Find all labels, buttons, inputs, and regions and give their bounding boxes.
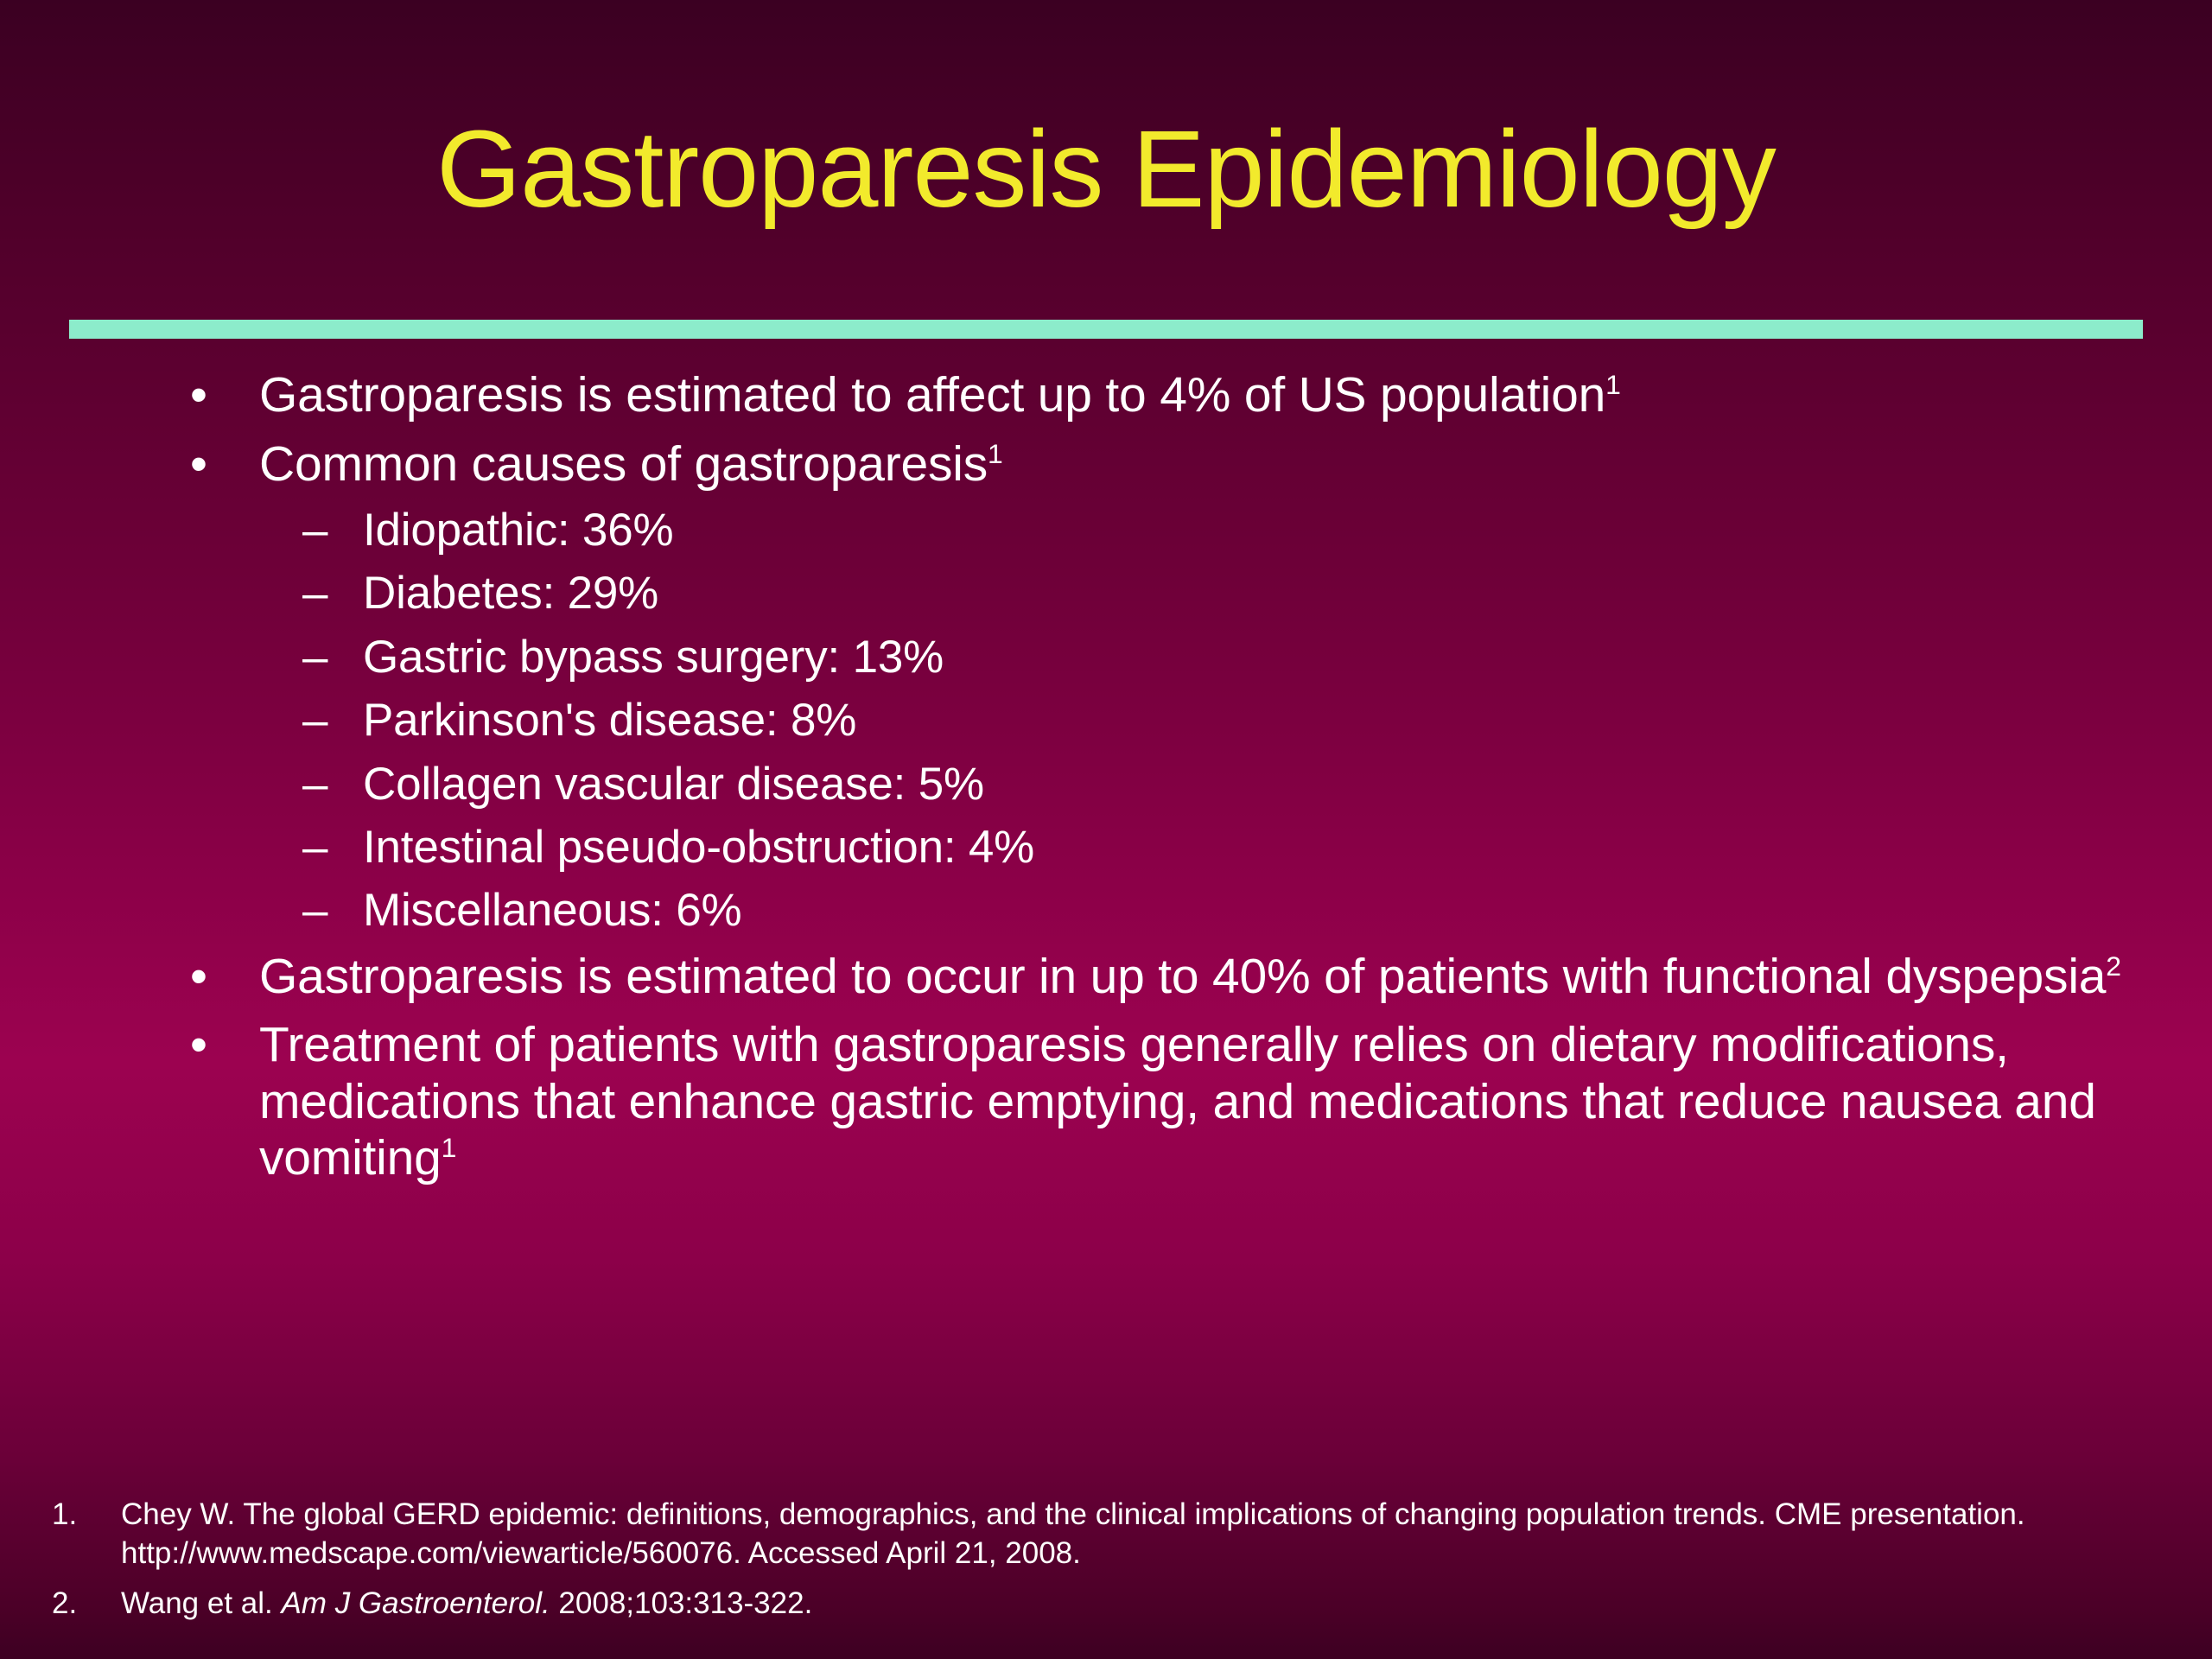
bullet-marker: •	[190, 367, 207, 423]
list-item-text: Gastroparesis is estimated to affect up to 4% of US population	[259, 367, 1606, 423]
dash-marker: –	[302, 568, 328, 620]
sub-list-item	[164, 632, 2143, 683]
footnote-ref: 1	[1605, 369, 1621, 400]
references	[43, 1495, 2169, 1634]
reference-text: Chey W. The global GERD epidemic: definitions, demographics, and the clinical implications of changing population trends. CME presentation. http://www.medscape.com/viewarticle/560076. Accessed April 21, 2008.	[121, 1497, 2025, 1570]
list-item	[164, 949, 2143, 1006]
footnote-ref: 1	[441, 1132, 457, 1164]
sub-list-item	[164, 568, 2143, 619]
footnote-ref: 2	[2106, 950, 2121, 982]
sub-list-item	[164, 885, 2143, 936]
dash-marker: –	[302, 821, 328, 873]
list-item-text: Common causes of gastroparesis	[259, 435, 988, 492]
reference-item	[43, 1584, 2169, 1624]
reference-text-post: 2008;103:313-322.	[550, 1586, 813, 1620]
bullet-marker: •	[190, 948, 207, 1004]
dash-marker: –	[302, 885, 328, 937]
reference-text: Wang et al.	[121, 1586, 282, 1620]
footnote-ref: 1	[988, 437, 1003, 469]
sub-list-item-text: Miscellaneous: 6%	[363, 885, 742, 937]
title-divider	[69, 320, 2143, 339]
sub-list-item-text: Intestinal pseudo-obstruction: 4%	[363, 821, 1035, 873]
bullet-marker: •	[190, 435, 207, 492]
sub-list-item-text: Collagen vascular disease: 5%	[363, 758, 984, 810]
sub-list-item-text: Idiopathic: 36%	[363, 505, 674, 556]
sub-list-item-text: Gastric bypass surgery: 13%	[363, 631, 944, 683]
dash-marker: –	[302, 758, 328, 810]
dash-marker: –	[302, 695, 328, 747]
list-item	[164, 367, 2143, 424]
slide-body	[164, 367, 2143, 1199]
reference-number: 1.	[52, 1497, 78, 1531]
list-item-text: Gastroparesis is estimated to occur in up to 40% of patients with functional dyspepsia	[259, 948, 2107, 1004]
list-item	[164, 436, 2143, 493]
sub-list-item	[164, 759, 2143, 810]
list-item-text: Treatment of patients with gastroparesis generally relies on dietary modifications, medications that enhance gastric emptying, and medications that reduce nausea and vomiting	[259, 1017, 2096, 1186]
reference-number: 2.	[52, 1586, 78, 1620]
sub-list-item	[164, 505, 2143, 556]
dash-marker: –	[302, 505, 328, 556]
sub-list-item-text: Parkinson's disease: 8%	[363, 695, 857, 747]
reference-journal: Am J Gastroenterol.	[281, 1586, 550, 1620]
page-title: Gastroparesis Epidemiology	[436, 108, 1776, 230]
dash-marker: –	[302, 631, 328, 683]
sub-list-item-text: Diabetes: 29%	[363, 568, 659, 620]
list-item	[164, 1017, 2143, 1187]
reference-item	[43, 1495, 2169, 1573]
sub-list-item	[164, 822, 2143, 873]
bullet-marker: •	[190, 1017, 207, 1073]
sub-list-item	[164, 695, 2143, 746]
